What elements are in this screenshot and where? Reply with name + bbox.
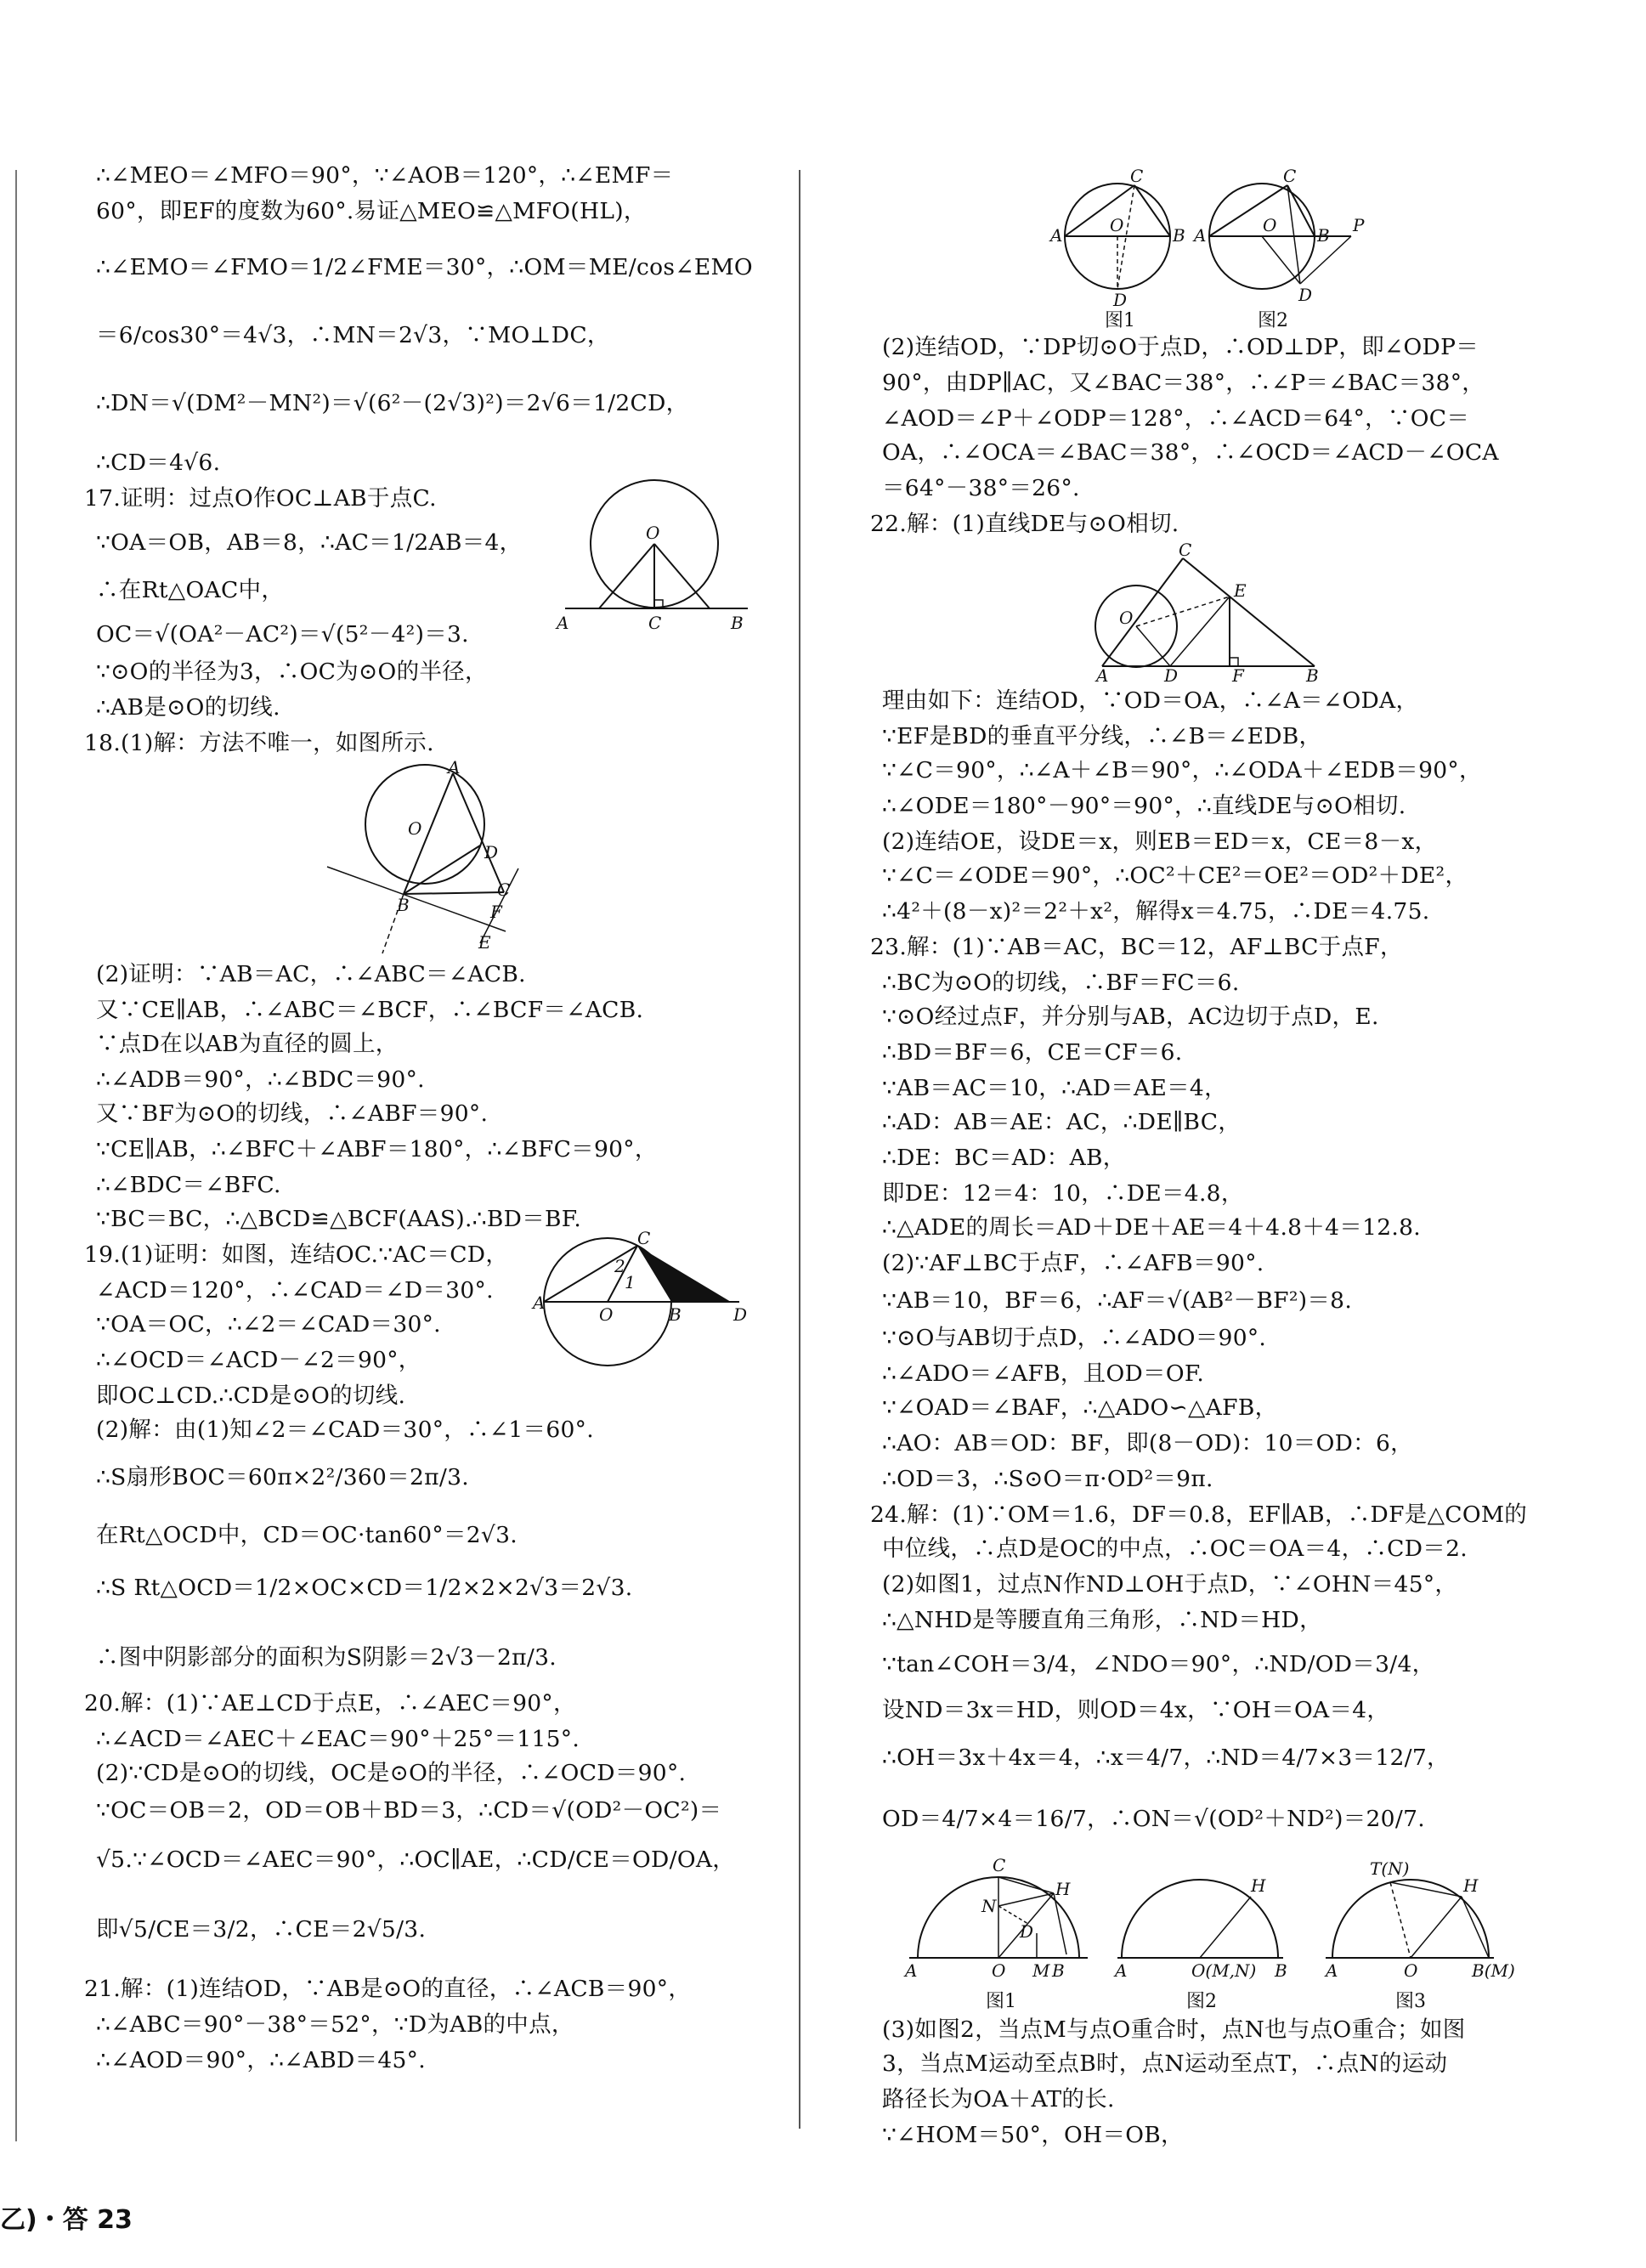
text-line: ∴△NHD是等腰直角三角形，∴ND＝HD， xyxy=(882,1607,1322,1633)
text-line: 又∵CE∥AB，∴∠ABC＝∠BCF，∴∠BCF＝∠ACB. xyxy=(96,997,644,1023)
fig-label: B(M) xyxy=(1472,1960,1515,1981)
fig-label: O xyxy=(1263,215,1277,235)
fig-label: 2 xyxy=(614,1256,625,1276)
fig-label: O(M,N) xyxy=(1191,1960,1257,1981)
problem-22-heading: 22.解：(1)直线DE与⊙O相切. xyxy=(870,511,1179,537)
text-line: OA，∴∠OCA＝∠BAC＝38°，∴∠OCD＝∠ACD－∠OCA xyxy=(882,439,1499,466)
text-line: ∴图中阴影部分的面积为S阴影＝2√3－2π/3. xyxy=(96,1644,557,1671)
text-line: (2)证明：∵AB＝AC，∴∠ABC＝∠ACB. xyxy=(96,961,526,987)
fig-caption: 图1 xyxy=(1105,310,1135,331)
text-line: ∠ACD＝120°，∴∠CAD＝∠D＝30°. xyxy=(96,1277,494,1304)
fig-label: B xyxy=(1306,665,1319,686)
text-line: ∴DN＝√(DM²－MN²)＝√(6²－(2√3)²)＝2√6＝1/2CD， xyxy=(96,390,689,416)
figure-24 xyxy=(901,1852,1513,2014)
fig-label: C xyxy=(993,1855,1006,1875)
text-line: 又∵BF为⊙O的切线，∴∠ABF＝90°. xyxy=(96,1100,489,1127)
text-line: ∵∠HOM＝50°，OH＝OB， xyxy=(882,2122,1184,2148)
text-line: ∴∠ACD＝∠AEC＋∠EAC＝90°＋25°＝115°. xyxy=(96,1726,580,1752)
fig-label: D xyxy=(1298,285,1313,305)
text-line: OD＝4/7×4＝16/7，∴ON＝√(OD²＋ND²)＝20/7. xyxy=(882,1806,1425,1832)
text-line: ∵⊙O的半径为3，∴OC为⊙O的半径， xyxy=(96,659,488,685)
fig-label: A xyxy=(533,1292,546,1313)
fig-label: C xyxy=(637,1228,651,1248)
fig-label: C xyxy=(497,879,511,900)
text-line: 设ND＝3x＝HD，则OD＝4x，∵OH＝OA＝4， xyxy=(882,1697,1390,1723)
fig-label: F xyxy=(490,902,502,922)
left-margin-rule xyxy=(15,170,17,2141)
text-line: 理由如下：连结OD，∵OD＝OA，∴∠A＝∠ODA， xyxy=(882,687,1419,714)
text-line: (2)解：由(1)知∠2＝∠CAD＝30°，∴∠1＝60°. xyxy=(96,1417,594,1443)
fig-label: B xyxy=(1173,225,1185,246)
fig-label: D xyxy=(1164,665,1179,686)
fig-label: O xyxy=(599,1304,614,1325)
fig-label: C xyxy=(1130,166,1144,186)
text-line: ∵∠OAD＝∠BAF，∴△ADO∽△AFB， xyxy=(882,1394,1278,1421)
fig-label: F xyxy=(1232,665,1244,686)
text-line: ∴在Rt△OAC中， xyxy=(96,577,285,603)
text-line: ∴4²＋(8－x)²＝2²＋x²，解得x＝4.75，∴DE＝4.75. xyxy=(882,898,1430,925)
text-line: ∵∠C＝90°，∴∠A＋∠B＝90°，∴∠ODA＋∠EDB＝90°， xyxy=(882,757,1482,783)
text-line: ∵⊙O与AB切于点D，∴∠ADO＝90°. xyxy=(882,1325,1267,1351)
text-line: 即√5/CE＝3/2，∴CE＝2√5/3. xyxy=(96,1916,427,1943)
text-line: ∴∠AOD＝90°，∴∠ABD＝45°. xyxy=(96,2047,426,2073)
fig-label: E xyxy=(478,932,491,953)
column-divider xyxy=(799,170,800,2129)
fig-label: A xyxy=(1115,1960,1128,1981)
fig-label: P xyxy=(1353,215,1365,235)
fig-label: O xyxy=(1119,608,1134,628)
fig-caption: 图2 xyxy=(1258,310,1288,331)
text-line: (2)∵AF⊥BC于点F，∴∠AFB＝90°. xyxy=(882,1250,1264,1276)
text-line: 90°，由DP∥AC，又∠BAC＝38°，∴∠P＝∠BAC＝38°， xyxy=(882,370,1485,396)
text-line: ∵OA＝OB，AB＝8，∴AC＝1/2AB＝4， xyxy=(96,529,523,556)
text-line: ∴AD：AB＝AE：AC，∴DE∥BC， xyxy=(882,1109,1242,1135)
text-line: ∴BC为⊙O的切线，∴BF＝FC＝6. xyxy=(882,970,1240,996)
fig-label: A xyxy=(1096,665,1109,686)
text-line: ∵EF是BD的垂直平分线，∴∠B＝∠EDB， xyxy=(882,723,1322,749)
text-line: ∵CE∥AB，∴∠BFC＋∠ABF＝180°，∴∠BFC＝90°， xyxy=(96,1136,658,1162)
fig-label: H xyxy=(1055,1879,1071,1899)
fig-label: H xyxy=(1251,1875,1266,1896)
fig-label: B xyxy=(397,895,410,915)
text-line: ∵BC＝BC，∴△BCD≌△BCF(AAS).∴BD＝BF. xyxy=(96,1206,582,1232)
text-line: 在Rt△OCD中，CD＝OC·tan60°＝2√3. xyxy=(96,1522,518,1548)
problem-18-heading: 18.(1)解：方法不唯一，如图所示. xyxy=(84,730,434,756)
fig-label: B xyxy=(1275,1960,1287,1981)
fig-label: H xyxy=(1463,1875,1479,1896)
problem-19-heading: 19.(1)证明：如图，连结OC.∵AC＝CD， xyxy=(84,1241,509,1268)
text-line: ∴DE：BC＝AD：AB， xyxy=(882,1145,1126,1171)
text-line: (2)如图1，过点N作ND⊥OH于点D，∵∠OHN＝45°， xyxy=(882,1571,1458,1598)
text-line: 即DE：12＝4：10，∴DE＝4.8， xyxy=(882,1180,1244,1207)
text-line: ∴∠MEO＝∠MFO＝90°，∵∠AOB＝120°，∴∠EMF＝ xyxy=(96,162,674,189)
text-line: ∵∠C＝∠ODE＝90°，∴OC²＋CE²＝OE²＝OD²＋DE²， xyxy=(882,863,1468,889)
fig-label: A xyxy=(905,1960,918,1981)
text-line: OC＝√(OA²－AC²)＝√(5²－4²)＝3. xyxy=(96,621,469,648)
text-line: 60°，即EF的度数为60°.易证△MEO≌△MFO(HL)， xyxy=(96,198,647,224)
fig-label: N xyxy=(981,1896,997,1916)
text-line: 中位线，∴点D是OC的中点，∴OC＝OA＝4，∴CD＝2. xyxy=(882,1536,1468,1562)
text-line: ∴∠OCD＝∠ACD－∠2＝90°， xyxy=(96,1347,421,1373)
fig-caption: 图3 xyxy=(1395,1991,1426,2012)
text-line: ∵OA＝OC，∴∠2＝∠CAD＝30°. xyxy=(96,1311,441,1338)
text-line: (2)∵CD是⊙O的切线，OC是⊙O的半径，∴∠OCD＝90°. xyxy=(96,1760,687,1786)
fig-label: B xyxy=(1317,225,1330,246)
text-line: ∴OH＝3x＋4x＝4，∴x＝4/7，∴ND＝4/7×3＝12/7， xyxy=(882,1745,1450,1771)
fig-label: O xyxy=(646,523,660,543)
text-line: ∵OC＝OB＝2，OD＝OB＋BD＝3，∴CD＝√(OD²－OC²)＝ xyxy=(96,1797,722,1824)
text-line: √5.∵∠OCD＝∠AEC＝90°，∴OC∥AE，∴CD/CE＝OD/OA， xyxy=(96,1847,736,1873)
text-line: ∴S扇形BOC＝60π×2²/360＝2π/3. xyxy=(96,1464,470,1490)
fig-label: C xyxy=(1179,540,1192,560)
problem-24-heading: 24.解：(1)∵OM＝1.6，DF＝0.8，EF∥AB，∴DF是△COM的 xyxy=(870,1502,1528,1528)
figure-21 xyxy=(1050,166,1394,333)
text-line: ∵tan∠COH＝3/4，∠NDO＝90°，∴ND/OD＝3/4， xyxy=(882,1651,1435,1677)
text-line: ∴CD＝4√6. xyxy=(96,450,221,476)
text-line: ∴∠BDC＝∠BFC. xyxy=(96,1172,281,1198)
text-line: ∴∠EMO＝∠FMO＝1/2∠FME＝30°，∴OM＝ME/cos∠EMO xyxy=(96,254,753,280)
fig-label: O xyxy=(408,818,422,839)
text-line: ∴S Rt△OCD＝1/2×OC×CD＝1/2×2×2√3＝2√3. xyxy=(96,1575,633,1601)
fig-label: C xyxy=(1283,166,1297,186)
fig-label: A xyxy=(1194,225,1207,246)
text-line: ∴AB是⊙O的切线. xyxy=(96,694,280,721)
text-line: ∴∠ADB＝90°，∴∠BDC＝90°. xyxy=(96,1066,425,1093)
fig-label: A xyxy=(1326,1960,1338,1981)
text-line: ∵AB＝10，BF＝6，∴AF＝√(AB²－BF²)＝8. xyxy=(882,1287,1353,1314)
text-line: ∵点D在以AB为直径的圆上， xyxy=(96,1031,399,1057)
fig-label: D xyxy=(1113,290,1128,310)
text-line: 3，当点M运动至点B时，点N运动至点T，∴点N的运动 xyxy=(882,2050,1448,2077)
text-line: ∴OD＝3，∴S⊙O＝π·OD²＝9π. xyxy=(882,1466,1213,1492)
text-line: ∴AO：AB＝OD：BF，即(8－OD)：10＝OD：6， xyxy=(882,1430,1413,1456)
text-line: 路径长为OA＋AT的长. xyxy=(882,2086,1115,2112)
figure-22 xyxy=(1089,540,1344,686)
fig-label: B xyxy=(669,1304,682,1325)
text-line: ＝64°－38°＝26°. xyxy=(882,475,1080,501)
fig-caption: 图1 xyxy=(986,1991,1016,2012)
text-line: (3)如图2，当点M与点O重合时，点N也与点O重合；如图 xyxy=(882,2016,1466,2043)
text-line: ∴∠ADO＝∠AFB，且OD＝OF. xyxy=(882,1360,1205,1387)
fig-label: B xyxy=(1052,1960,1065,1981)
problem-21-heading: 21.解：(1)连结OD，∵AB是⊙O的直径，∴∠ACB＝90°， xyxy=(84,1976,692,2002)
fig-label: D xyxy=(1020,1921,1034,1942)
text-line: ∵⊙O经过点F，并分别与AB，AC边切于点D，E. xyxy=(882,1004,1379,1030)
page-footer: 乙)・答 23 xyxy=(0,2205,133,2235)
text-line: ∠AOD＝∠P＋∠ODP＝128°，∴∠ACD＝64°，∵OC＝ xyxy=(882,405,1470,432)
text-line: ∴∠ABC＝90°－38°＝52°，∵D为AB的中点， xyxy=(96,2011,574,2038)
fig-label: A xyxy=(1050,225,1063,246)
text-line: ∴△ADE的周长＝AD＋DE＋AE＝4＋4.8＋4＝12.8. xyxy=(882,1214,1422,1241)
figure-19 xyxy=(533,1228,761,1370)
fig-label: O xyxy=(992,1960,1006,1981)
fig-caption: 图2 xyxy=(1186,1991,1217,2012)
problem-23-heading: 23.解：(1)∵AB＝AC，BC＝12，AF⊥BC于点F， xyxy=(870,934,1403,960)
problem-20-heading: 20.解：(1)∵AE⊥CD于点E，∴∠AEC＝90°， xyxy=(84,1690,576,1717)
fig-label: 1 xyxy=(625,1272,636,1292)
fig-label: E xyxy=(1234,580,1247,601)
fig-label: M xyxy=(1032,1960,1050,1981)
fig-label: A xyxy=(448,757,461,778)
problem-17-heading: 17.证明：过点O作OC⊥AB于点C. xyxy=(84,485,437,512)
text-line: 即OC⊥CD.∴CD是⊙O的切线. xyxy=(96,1383,406,1409)
text-line: (2)连结OD，∵DP切⊙O于点D，∴OD⊥DP，即∠ODP＝ xyxy=(882,334,1479,360)
text-line: ∵AB＝AC＝10，∴AD＝AE＝4， xyxy=(882,1075,1227,1101)
fig-label: A xyxy=(557,613,569,633)
fig-label: O xyxy=(1404,1960,1418,1981)
fig-label: D xyxy=(733,1304,748,1325)
text-line: ∴BD＝BF＝6，CE＝CF＝6. xyxy=(882,1039,1183,1066)
fig-label: D xyxy=(484,842,499,863)
fig-label: B xyxy=(731,613,744,633)
text-line: (2)连结OE，设DE＝x，则EB＝ED＝x，CE＝8－x， xyxy=(882,829,1438,855)
figure-17 xyxy=(557,508,761,636)
text-line: ＝6/cos30°＝4√3，∴MN＝2√3，∵MO⊥DC， xyxy=(96,322,610,348)
text-line: ∴∠ODE＝180°－90°＝90°，∴直线DE与⊙O相切. xyxy=(882,793,1406,819)
figure-18 xyxy=(327,757,599,960)
fig-label: T(N) xyxy=(1370,1858,1410,1879)
fig-label: C xyxy=(648,613,662,633)
fig-label: O xyxy=(1110,215,1124,235)
